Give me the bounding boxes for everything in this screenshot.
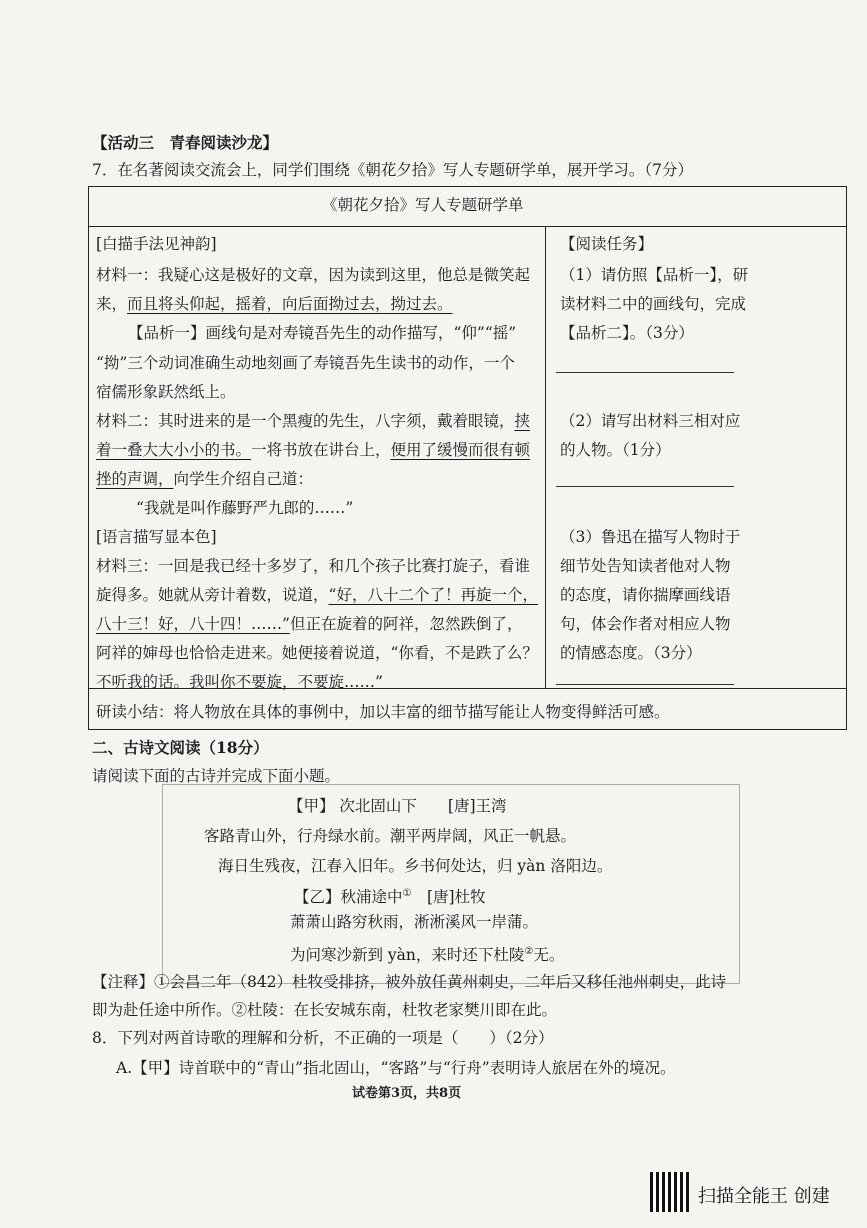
- section-2-heading: 二、古诗文阅读（18分）: [92, 738, 269, 757]
- material-2-line-2: 着一叠大大小小的书。一将书放在讲台上，便用了缓慢而很有顿: [96, 441, 531, 459]
- material-3-line-4: 阿祥的婶母也恰恰走进来。她便接着说道，“你看，不是跌了么？: [96, 644, 538, 662]
- study-summary: 研读小结：将人物放在具体的事例中，加以丰富的细节描写能让人物变得鲜活可感。: [96, 703, 670, 721]
- answer-line-3[interactable]: [556, 684, 734, 685]
- table-title: 《朝花夕拾》写人专题研学单: [322, 196, 524, 214]
- material-3-line-1: 材料三：一回是我已经十多岁了，和几个孩子比赛打旋子，看谁: [96, 557, 531, 575]
- poem-1-title: 【甲】 次北固山下 [唐]王湾: [288, 797, 507, 815]
- section-baimiao: [白描手法见神韵]: [96, 235, 217, 253]
- analysis-1-line-3: 宿儒形象跃然纸上。: [96, 383, 236, 401]
- material-2-line-3: 挫的声调，向学生介绍自己道：: [96, 470, 314, 488]
- task-3-line-4: 句，体会作者对相应人物: [560, 615, 731, 633]
- question-8: 8．下列对两首诗歌的理解和分析，不正确的一项是（ ）（2分）: [92, 1029, 554, 1047]
- material-3-line-5: 不听我的话。我叫你不要旋，不要旋……”: [96, 673, 383, 691]
- poem-2-line-2: 为问寒沙新到 yàn，来时还下杜陵②无。: [290, 946, 565, 965]
- note-line-1: 【注释】①会昌二年（842）杜牧受排挤，被外放任黄州刺史，二年后又移任池州刺史，此诗: [92, 973, 727, 991]
- poem-2-title: 【乙】秋浦途中① [唐]杜牧: [294, 888, 486, 907]
- material-3-line-3: 八十三！好，八十四！……”但正在旋着的阿祥，忽然跌倒了，: [96, 615, 523, 633]
- task-title: 【阅读任务】: [560, 235, 654, 253]
- scanner-watermark: [650, 1172, 860, 1216]
- question-7: 7．在名著阅读交流会上，同学们围绕《朝花夕拾》写人专题研学单，展开学习。（7分）: [92, 161, 693, 179]
- section-yuyan: [语言描写显本色]: [96, 528, 217, 546]
- note-line-2: 即为赴任途中所作。②杜陵：在长安城东南，杜牧老家樊川即在此。: [92, 1001, 558, 1019]
- task-1-line-3: 【品析二】。（3分）: [560, 324, 694, 342]
- material-2-line-1: 材料二：其时进来的是一个黑瘦的先生，八字须，戴着眼镜，挟: [96, 412, 531, 430]
- page-footer: 试卷第3页，共8页: [352, 1086, 462, 1101]
- material-1-line-2: 来，而且将头仰起，摇着，向后面拗过去，拗过去。: [96, 295, 453, 313]
- question-8-option-a: A.【甲】诗首联中的“青山”指北固山，“客路”与“行舟”表明诗人旅居在外的境况。: [116, 1059, 676, 1077]
- task-3-line-5: 的情感态度。（3分）: [560, 644, 702, 662]
- task-2-line-2: 的人物。（1分）: [560, 441, 671, 459]
- poem-1-line-1: 客路青山外，行舟绿水前。潮平两岸阔，风正一帆悬。: [204, 827, 577, 845]
- task-2-line-1: （2）请写出材料三相对应: [560, 412, 741, 430]
- poem-1-line-2: 海日生残夜，江春入旧年。乡书何处达，归 yàn 洛阳边。: [218, 857, 613, 875]
- answer-line-2[interactable]: [556, 486, 734, 487]
- task-1-line-2: 读材料二中的画线句，完成: [560, 295, 747, 313]
- underlined-sentence-1: 而且将头仰起，摇着，向后面拗过去，拗过去。: [127, 295, 453, 313]
- analysis-1-line-2: “拗”三个动词准确生动地刻画了寿镜吾先生读书的动作，一个: [96, 354, 515, 372]
- activity-heading: 【活动三 青春阅读沙龙】: [92, 133, 279, 152]
- material-1-line-1: 材料一：我疑心这是极好的文章，因为读到这里，他总是微笑起: [96, 266, 531, 284]
- table-divider-vertical: [545, 226, 546, 688]
- table-divider-top: [88, 226, 847, 227]
- instruction: 请阅读下面的古诗并完成下面小题。: [92, 767, 341, 785]
- task-3-line-2: 细节处告知读者他对人物: [560, 557, 731, 575]
- task-3-line-1: （3）鲁迅在描写人物时于: [560, 528, 741, 546]
- analysis-1-line-1: 【品析一】画线句是对寿镜吾先生的动作描写，“仰”“摇”: [128, 324, 517, 342]
- task-1-line-1: （1）请仿照【品析一】，研: [560, 266, 749, 284]
- answer-line-1[interactable]: [556, 372, 734, 373]
- watermark-text: 扫描全能王 创建: [698, 1186, 830, 1207]
- poem-2-line-1: 萧萧山路穷秋雨，淅淅溪风一岸蒲。: [290, 913, 539, 931]
- qr-code-icon: [650, 1172, 690, 1212]
- task-3-line-3: 的态度，请你揣摩画线语: [560, 586, 731, 604]
- material-2-line-4: “我就是叫作藤野严九郎的……”: [136, 499, 354, 517]
- material-3-line-2: 旋得多。她就从旁计着数，说道，“好，八十二个了！再旋一个，: [96, 586, 538, 604]
